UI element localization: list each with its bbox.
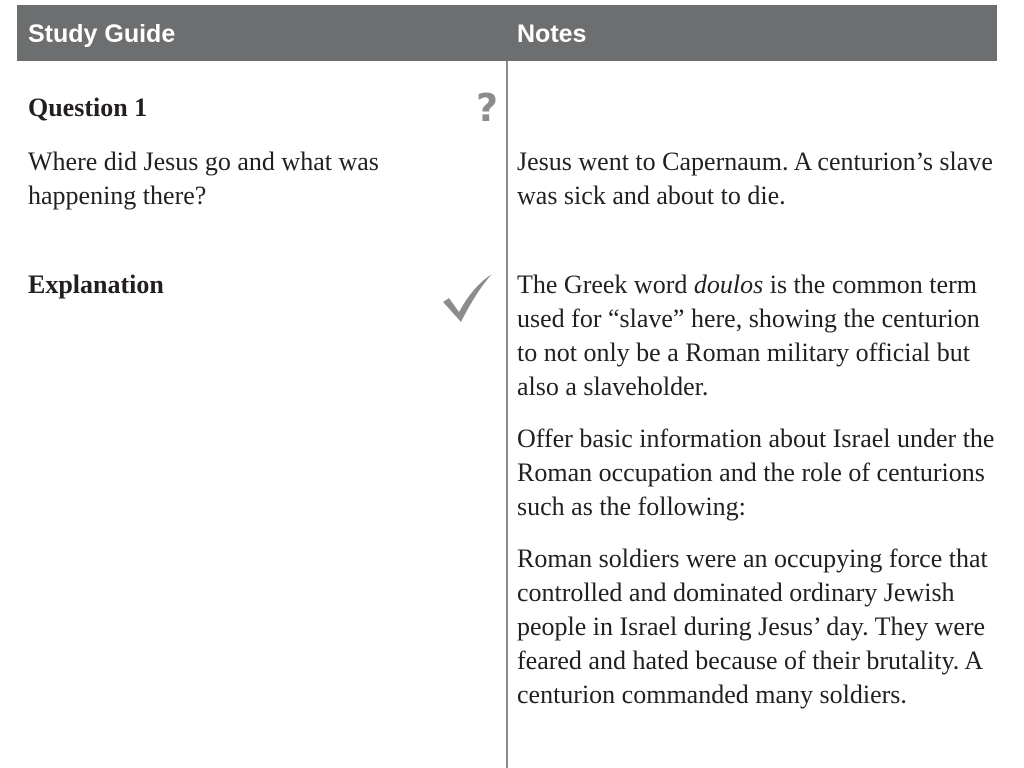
- notes-header: Notes: [517, 20, 587, 48]
- explanation-paragraph-2: Offer basic information about Israel under the Roman occupation and the role of centurions such as the following:: [517, 424, 995, 521]
- question-text: Where did Jesus go and what was happening there?: [28, 147, 379, 210]
- explanation-paragraph-1-start: The Greek word: [517, 270, 694, 299]
- answer-text: Jesus went to Capernaum. A centurion’s slave was sick and about to die.: [517, 147, 993, 210]
- checkmark-icon: [440, 272, 494, 324]
- explanation-paragraph-3: Roman soldiers were an occupying force that controlled and dominated ordinary Jewish people in Israel during Jesus’ day. They were feared and hated because of their brutality. A centurion commanded many soldiers.: [517, 544, 988, 709]
- study-guide-header: Study Guide: [28, 20, 176, 48]
- column-divider: [506, 61, 508, 768]
- explanation-paragraph-1-end: is the common term used for “slave” here, showing the centurion to not only be a Roman military official but also a slaveholder.: [517, 270, 980, 401]
- question-mark-icon: ?: [475, 86, 499, 130]
- explanation-notes: [517, 268, 997, 730]
- greek-term: doulos: [693, 270, 764, 299]
- explanation-heading: Explanation: [28, 270, 164, 299]
- explanation-paragraph-1: [517, 268, 997, 404]
- question-heading: Question 1: [28, 93, 148, 122]
